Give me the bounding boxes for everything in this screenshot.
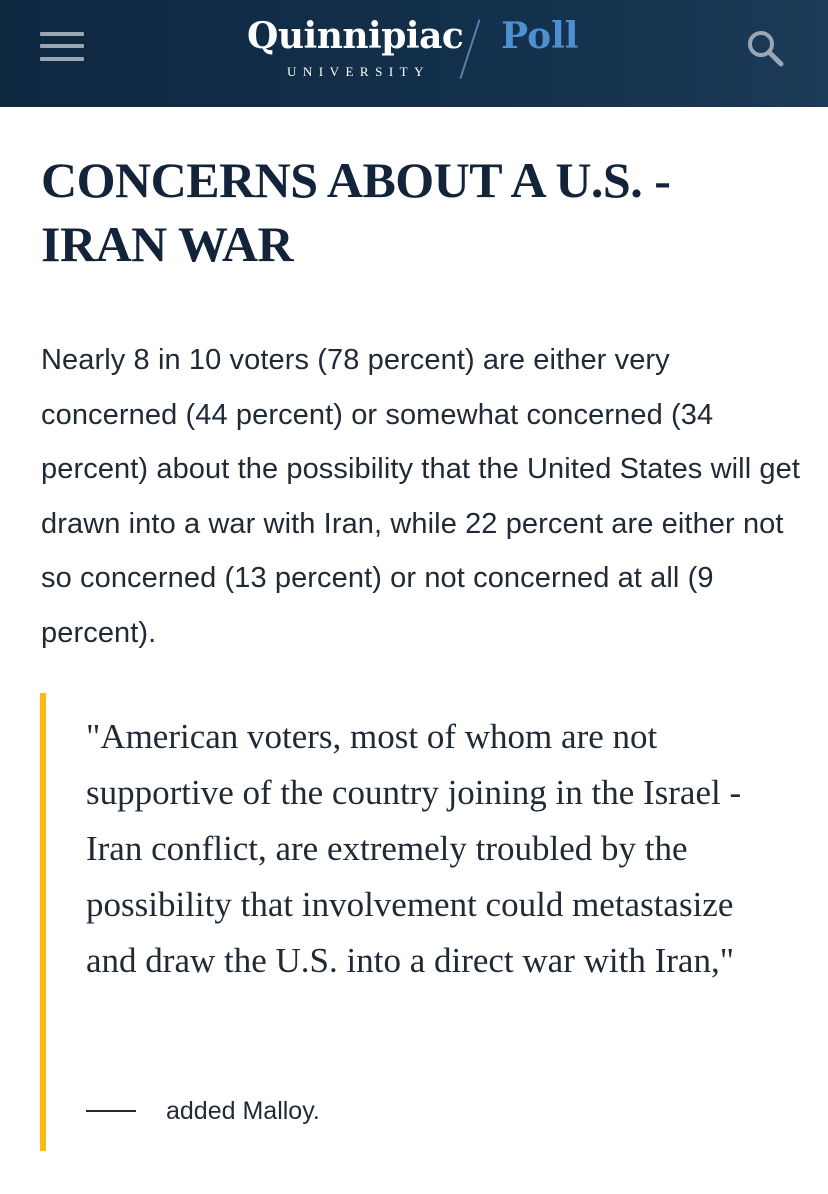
quinnipiac-poll-logo[interactable] xyxy=(247,12,587,92)
logo-wordmark: Quinnipiac xyxy=(247,15,464,57)
menu-line xyxy=(40,44,84,48)
quote-attribution: added Malloy. xyxy=(166,1097,320,1125)
menu-line xyxy=(40,57,84,61)
article-paragraph: Nearly 8 in 10 voters (78 percent) are either very concerned (44 percent) or somewhat concerned (34 percent) about the possibility that the United States will get drawn into a war with Iran, while 22 percent are either not so concerned (13 percent) or not concerned at all (9 percent). xyxy=(41,344,801,649)
search-icon[interactable] xyxy=(746,29,786,69)
logo-poll: Poll xyxy=(501,15,579,57)
quote-text: "American voters, most of whom are not supportive of the country joining in the Israel - Iran conflict, are extremely troubled by the possibility that involvement could metastasize and draw the U.S. into a direct war with Iran," xyxy=(86,717,742,980)
pull-quote xyxy=(40,693,800,1151)
attribution-dash xyxy=(86,1110,136,1112)
quote-accent-bar xyxy=(40,693,46,1151)
search-icon-graphic xyxy=(746,29,786,69)
hamburger-menu-icon[interactable] xyxy=(40,30,84,64)
logo-university: UNIVERSITY xyxy=(287,64,430,79)
site-header xyxy=(0,0,828,107)
menu-line xyxy=(40,32,84,36)
article-title: CONCERNS ABOUT A U.S. - IRAN WAR xyxy=(41,152,671,272)
